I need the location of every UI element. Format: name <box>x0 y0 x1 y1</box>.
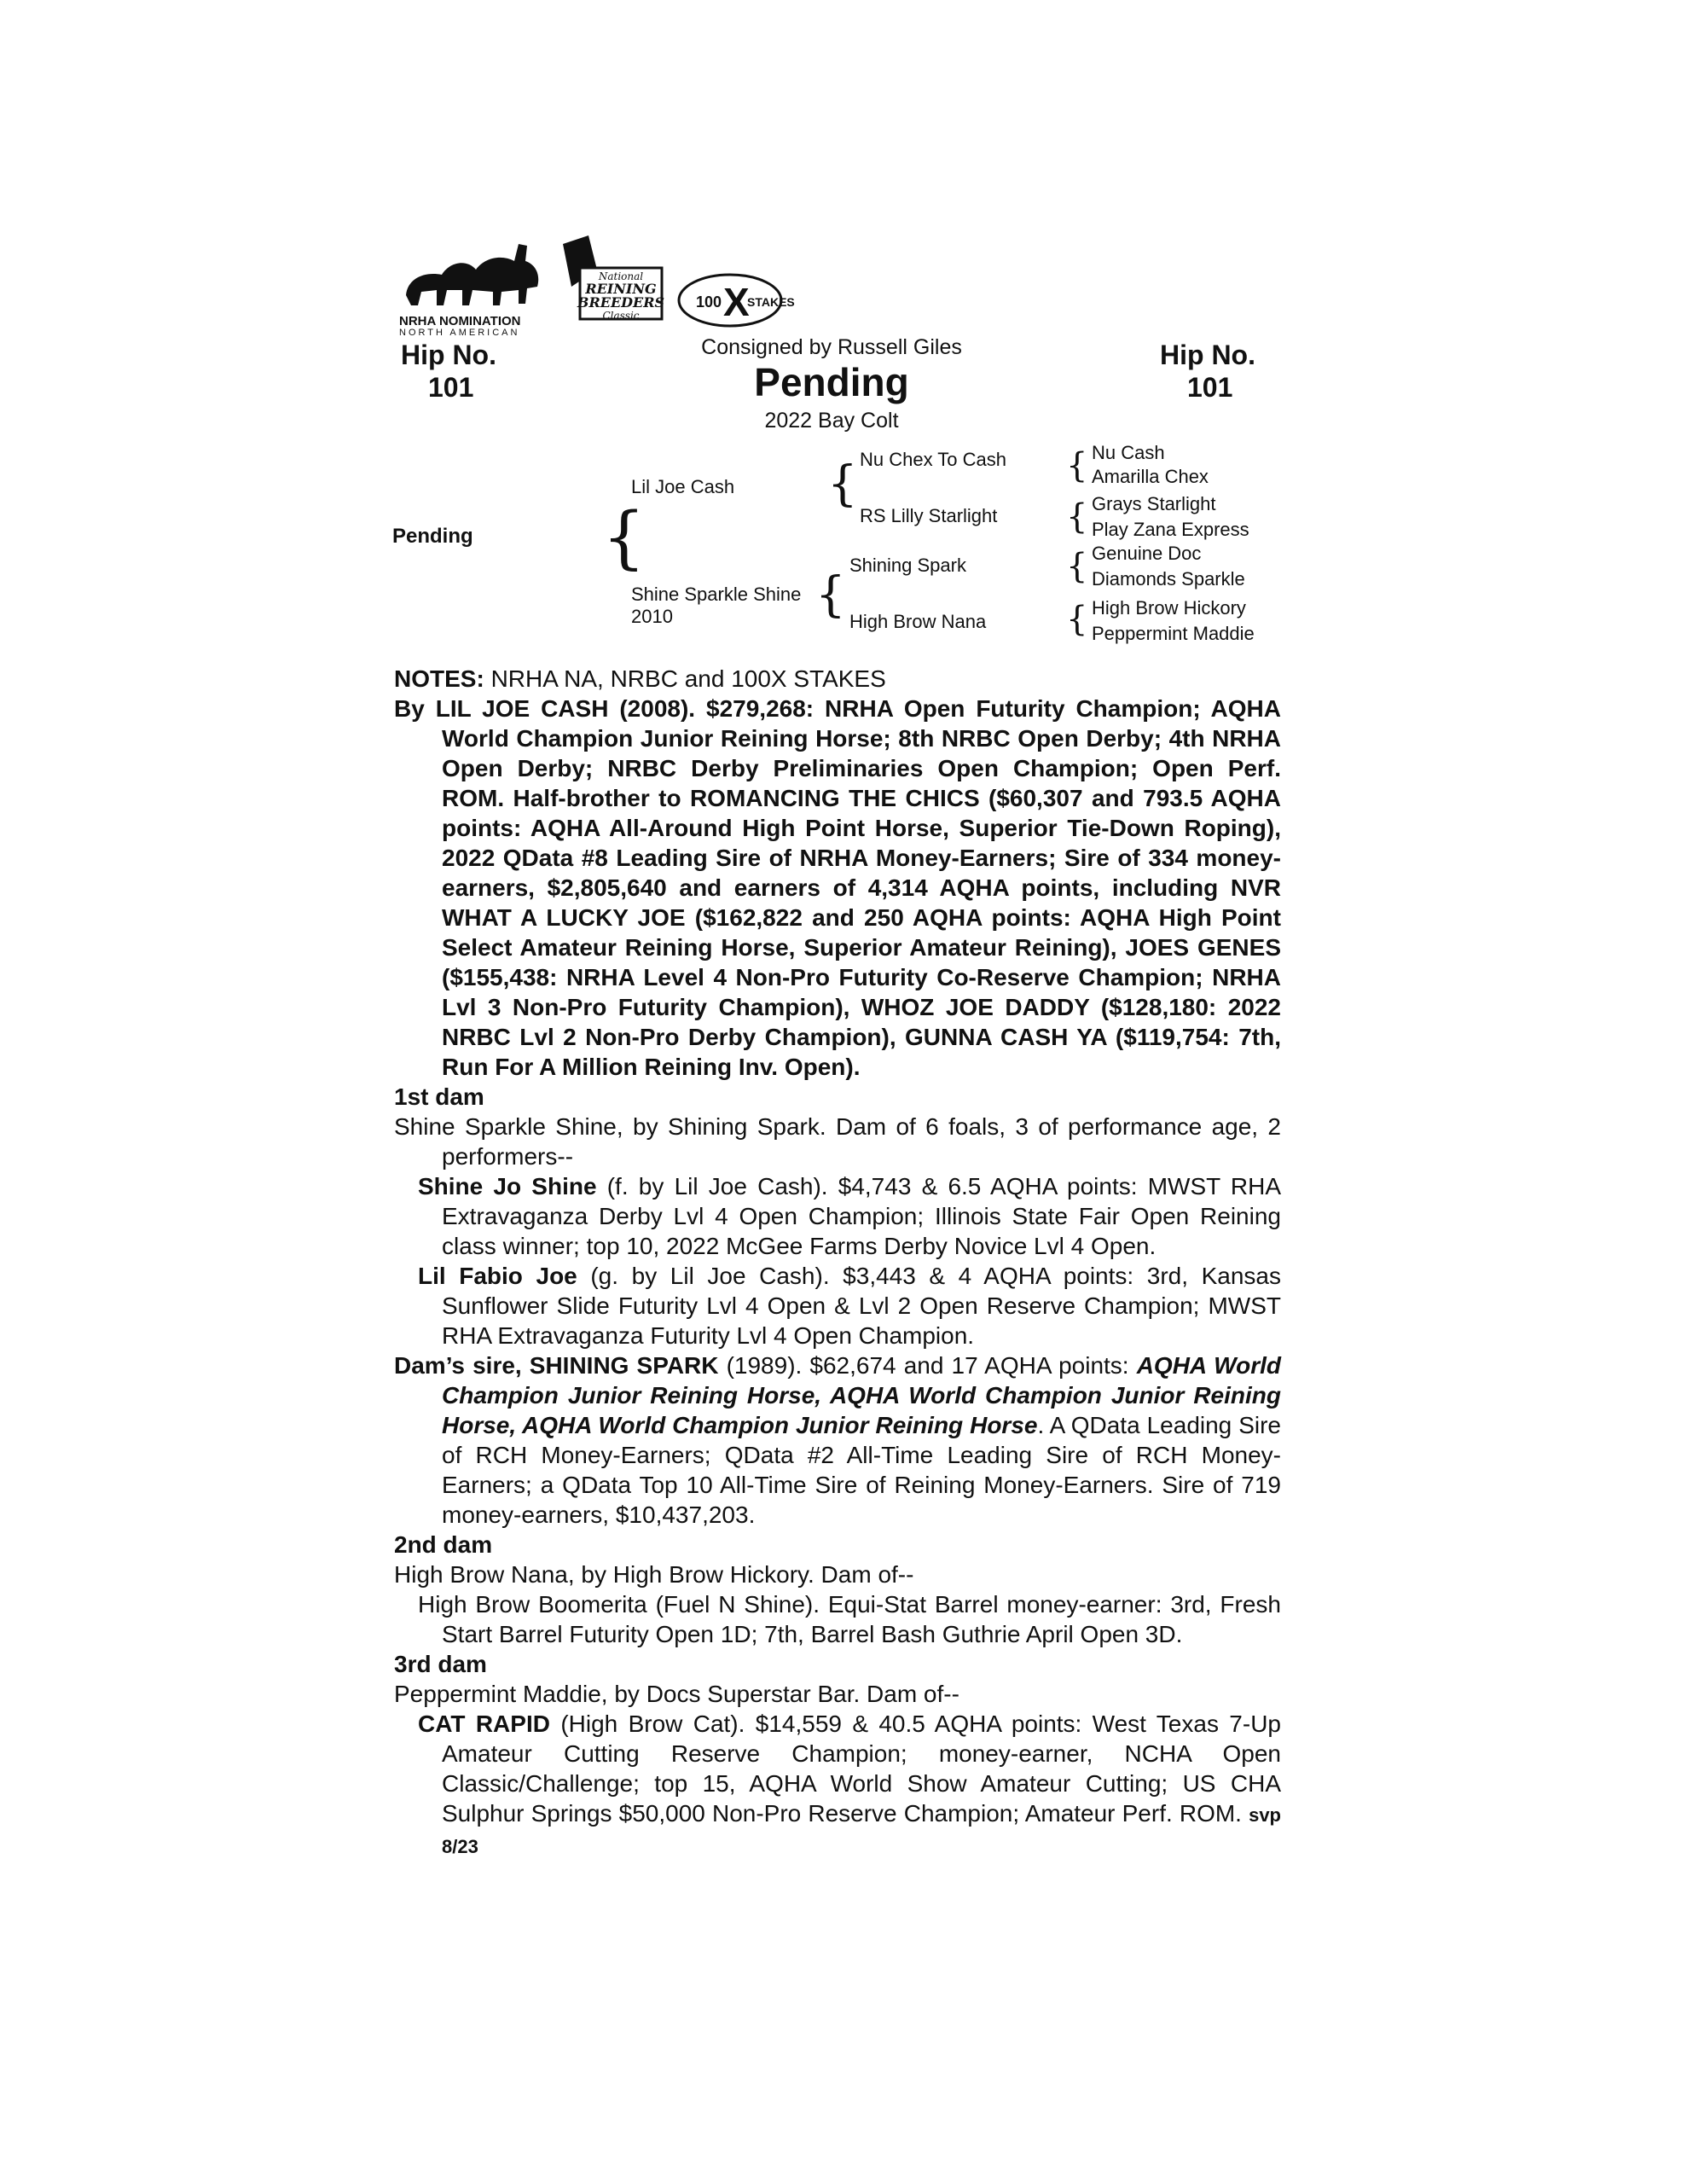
pedigree-gg-3: Grays Starlight <box>1092 493 1216 514</box>
brace-gg-2: { <box>1066 497 1088 537</box>
dam1-intro: Shine Sparkle Shine, by Shining Spark. Dam of 6 foals, 3 of performance age, 2 performers-- <box>394 1113 1281 1170</box>
hip-label-right: Hip No. <box>1160 340 1255 370</box>
dam1-foal-2 <box>394 1261 1281 1350</box>
dams-sire-year: (1989). $62,674 and 17 AQHA points: <box>726 1352 1129 1379</box>
dam1-heading: 1st dam <box>394 1083 484 1110</box>
nrbc-logo <box>554 235 665 338</box>
pedigree-sire-dam: RS Lilly Starlight <box>860 505 998 526</box>
hip-label-left: Hip No. <box>401 340 496 370</box>
pedigree-sire: Lil Joe Cash <box>631 476 735 497</box>
notes-text: NRHA NA, NRBC and 100X STAKES <box>490 665 886 692</box>
nrha-logo-line2: NORTH AMERICAN <box>399 328 520 338</box>
consignor: Consigned by Russell Giles <box>701 335 962 359</box>
nrbc-line1: National <box>598 270 644 282</box>
brace-gg-4: { <box>1066 600 1088 639</box>
dam3-heading: 3rd dam <box>394 1651 487 1677</box>
dam1-foal-2-name: Lil Fabio Joe <box>418 1263 577 1289</box>
nrbc-line3: BREEDERS <box>577 294 665 311</box>
dams-sire-rest: . A QData Leading Sire of RCH Money-Earners; QData #2 All-Time Leading Sire of RCH Money-Earners; a QData Top 10 All-Time Sire of Reining Money-Earners. Sire of 719 money-earners, $10,437,203. <box>442 1412 1281 1528</box>
pedigree-subject: Pending <box>392 525 473 548</box>
100x-line3: STAKES <box>747 295 795 309</box>
brace-sire: { <box>827 456 858 512</box>
dams-sire-lead: Dam’s sire, SHINING SPARK <box>394 1352 719 1379</box>
pedigree-dam: Shine Sparkle Shine <box>631 584 802 605</box>
100x-stakes-logo <box>670 266 795 334</box>
pedigree-sire-sire: Nu Chex To Cash <box>860 449 1007 470</box>
pedigree-dam-year: 2010 <box>631 606 673 627</box>
dam2-foal-1 <box>394 1589 1281 1649</box>
dam3-intro: Peppermint Maddie, by Docs Superstar Bar. Dam of-- <box>394 1681 959 1707</box>
pedigree-gg-7: High Brow Hickory <box>1092 597 1246 619</box>
pedigree-dam-sire: Shining Spark <box>849 555 966 576</box>
nrha-nomination-logo <box>399 235 544 346</box>
dam1-foal-1 <box>394 1171 1281 1261</box>
pedigree-gg-1: Nu Cash <box>1092 442 1165 463</box>
notes-label: NOTES: <box>394 665 484 692</box>
nrbc-line2: REINING <box>585 281 657 297</box>
dam1-foal-1-name: Shine Jo Shine <box>418 1173 597 1199</box>
nrbc-line4: Classic <box>602 310 640 322</box>
signature: svp 8/23 <box>442 1804 1281 1857</box>
notes-line <box>394 664 1281 694</box>
pedigree-gg-4: Play Zana Express <box>1092 519 1249 540</box>
100x-line2: X <box>723 280 750 324</box>
dam1-foal-2-detail: (g. by Lil Joe Cash). $3,443 & 4 AQHA points: 3rd, Kansas Sunflower Slide Futurity Lvl 4 Open & Lvl 2 Open Reserve Champion; MWST RHA Extravaganza Futurity Lvl 4 Open Champion. <box>442 1263 1282 1349</box>
dam2-intro: High Brow Nana, by High Brow Hickory. Dam of-- <box>394 1561 914 1588</box>
nrha-logo-line1: NRHA NOMINATION <box>399 314 521 328</box>
pedigree-dam-dam: High Brow Nana <box>849 611 987 632</box>
brace-gg-1: { <box>1066 446 1088 485</box>
brace-gg-3: { <box>1066 547 1088 586</box>
dam2-foal-1-detail: (Fuel N Shine). Equi-Stat Barrel money-earner: 3rd, Fresh Start Barrel Futurity Open 1D; 7th, Barrel Bash Guthrie April Open 3D. <box>442 1591 1282 1647</box>
100x-line1: 100 <box>696 293 722 311</box>
brace-main: { <box>602 497 646 577</box>
dam3-foal-1 <box>394 1709 1281 1862</box>
sire-lead: By LIL JOE CASH (2008). <box>394 695 696 722</box>
pedigree-gg-2: Amarilla Chex <box>1092 466 1209 487</box>
catalog-body <box>394 664 1281 1862</box>
sire-paragraph <box>394 694 1281 1082</box>
dams-sire-italic: AQHA World Champion Junior Reining Horse, AQHA World Champion Junior Reining Horse, AQHA World Champion Junior Reining Horse <box>442 1352 1281 1438</box>
horse-name-title: Pending <box>754 360 909 404</box>
pedigree-gg-8: Peppermint Maddie <box>1092 623 1255 644</box>
pedigree-gg-5: Genuine Doc <box>1092 543 1202 564</box>
dam2-heading: 2nd dam <box>394 1531 493 1558</box>
nrbc-badge-icon <box>554 235 665 336</box>
horses-silhouette-icon <box>399 235 544 311</box>
dam3-foal-1-detail: (High Brow Cat). $14,559 & 40.5 AQHA points: West Texas 7-Up Amateur Cutting Reserve Champion; money-earner, NCHA Open Classic/Challenge; top 15, AQHA World Show Amateur Cutting; US CHA Sulphur Springs $50,000 Non-Pro Reserve Champion; Amateur Perf. ROM. <box>442 1711 1281 1827</box>
logo-row <box>399 235 809 346</box>
dam3-foal-1-name: CAT RAPID <box>418 1711 550 1737</box>
dam2-foal-1-name: High Brow Boomerita <box>418 1591 647 1618</box>
horse-description: 2022 Bay Colt <box>764 409 899 433</box>
hip-number-left: 101 <box>428 372 474 403</box>
100x-badge-icon <box>670 266 795 334</box>
dams-sire-paragraph <box>394 1350 1281 1530</box>
dam1-foal-1-detail: (f. by Lil Joe Cash). $4,743 & 6.5 AQHA points: MWST RHA Extravaganza Derby Lvl 4 Open Champion; Illinois State Fair Open Reining class winner; top 10, 2022 McGee Farms Derby Novice Lvl 4 Open. <box>442 1173 1282 1259</box>
pedigree-gg-6: Diamonds Sparkle <box>1092 568 1245 590</box>
brace-dam: { <box>815 567 846 623</box>
sire-text: $279,268: NRHA Open Futurity Champion; AQHA World Champion Junior Reining Horse; 8th NRBC Open Derby; 4th NRHA Open Derby; NRBC Derby Preliminaries Open Champion; Open Perf. ROM. Half-brother to ROMANCING THE CHICS ($60,307 and 793.5 AQHA points: AQHA All-Around High Point Horse, Superior Tie-Down Roping), 2022 QData #8 Leading Sire of NRHA Money-Earners; Sire of 334 money-earners, $2,805,640 and earners of 4,314 AQHA points, including NVR WHAT A LUCKY JOE ($162,822 and 250 AQHA points: AQHA High Point Select Amateur Reining Horse, Superior Amateur Reining), JOES GENES ($155,438: NRHA Level 4 Non-Pro Futurity Co-Reserve Champion; NRHA Lvl 3 Non-Pro Futurity Champion), WHOZ JOE DADDY ($128,180: 2022 NRBC Lvl 2 Non-Pro Derby Champion), GUNNA CASH YA ($119,754: 7th, Run For A Million Reining Inv. Open). <box>442 695 1281 1080</box>
hip-number-right: 101 <box>1187 372 1233 403</box>
